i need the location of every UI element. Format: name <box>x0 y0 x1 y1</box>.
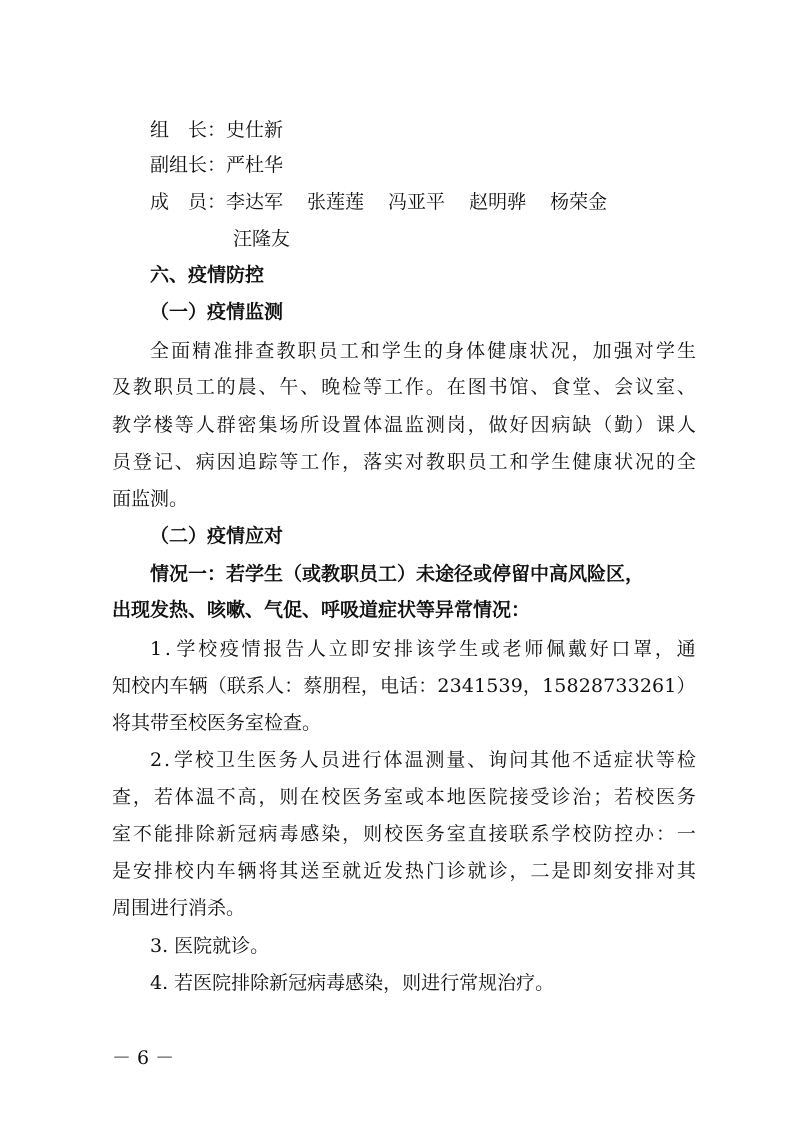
item-two-line: 周围进行消杀。 <box>112 897 246 919</box>
paragraph-line: 面监测。 <box>112 488 189 510</box>
members-line <box>150 193 607 212</box>
subsection-heading-response: （二）疫情应对 <box>150 525 284 547</box>
leader-name: 史仕新 <box>226 119 284 141</box>
item-three: 3. 医院就诊。 <box>150 935 270 957</box>
item-two-line: 查 ， 若 体 温 不 高 ， 则 在 校 医 务 室 或 本 地 医 院 接 受 诊 治 ； 若 校 医 务 <box>112 786 696 808</box>
item-two-line: 是 安 排 校 内 车 辆 将 其 送 至 就 近 发 热 门 诊 就 诊 ， 二 是 即 刻 安 排 对 其 <box>112 860 696 882</box>
item-two-line: 2 . 学 校 卫 生 医 务 人 员 进 行 体 温 测 量 、 询 问 其 他 不 适 症 状 等 检 <box>150 749 696 771</box>
item-one-line: 知 校 内 车 辆 （ 联 系 人 ： 蔡 朋 程 ， 电 话 ： 2 3 4 1 5 3 9 ， 1 5 8 2 8 7 3 3 2 6 1 ） <box>112 675 696 697</box>
item-one-line: 将其带至校医务室检查。 <box>112 712 322 734</box>
subsection-heading-monitoring: （一）疫情监测 <box>150 301 284 323</box>
item-two-line: 室 不 能 排 除 新 冠 病 毒 感 染 ， 则 校 医 务 室 直 接 联 系 学 校 防 控 办 ： 一 <box>112 823 696 845</box>
paragraph-line: 教 学 楼 等 人 群 密 集 场 所 设 置 体 温 监 测 岗 ， 做 好 因 病 缺 （ 勤 ） 课 人 <box>112 414 696 436</box>
page-number: － 6 － <box>112 1047 175 1069</box>
members-line-2 <box>233 230 290 249</box>
member-name: 冯亚平 <box>388 191 446 213</box>
item-one-line: 1 . 学 校 疫 情 报 告 人 立 即 安 排 该 学 生 或 老 师 佩 戴 好 口 罩 ， 通 <box>150 638 696 660</box>
case-one-line: 情况一：若学生（或教职员工）未途径或停留中高风险区， <box>150 563 645 585</box>
paragraph-line: 员 登 记 、 病 因 追 踪 等 工 作 ， 落 实 对 教 职 员 工 和 学 生 健 康 状 况 的 全 <box>112 451 696 473</box>
member-name: 杨荣金 <box>550 191 608 213</box>
case-one-line: 出现发热、咳嗽、气促、呼吸道症状等异常情况： <box>112 599 531 621</box>
leader-label: 组 长： <box>150 119 227 141</box>
deputy-name: 严杜华 <box>226 154 284 176</box>
member-name: 赵明骅 <box>469 191 527 213</box>
item-four: 4. 若医院排除新冠病毒感染，则进行常规治疗。 <box>150 972 555 994</box>
member-name: 张莲莲 <box>307 191 365 213</box>
leader-line <box>150 121 283 140</box>
paragraph-line: 全 面 精 准 排 查 教 职 员 工 和 学 生 的 身 体 健 康 状 况 ， 加 强 对 学 生 <box>150 340 696 362</box>
member-name: 汪隆友 <box>233 228 291 250</box>
deputy-line <box>150 156 283 175</box>
deputy-label: 副组长： <box>150 154 227 176</box>
members-label: 成 员： <box>150 191 227 213</box>
paragraph-line: 及 教 职 员 工 的 晨 、 午 、 晚 检 等 工 作 。 在 图 书 馆 、 食 堂 、 会 议 室 、 <box>112 376 696 398</box>
member-name: 李达军 <box>226 191 284 213</box>
section-heading: 六、疫情防控 <box>150 264 265 286</box>
